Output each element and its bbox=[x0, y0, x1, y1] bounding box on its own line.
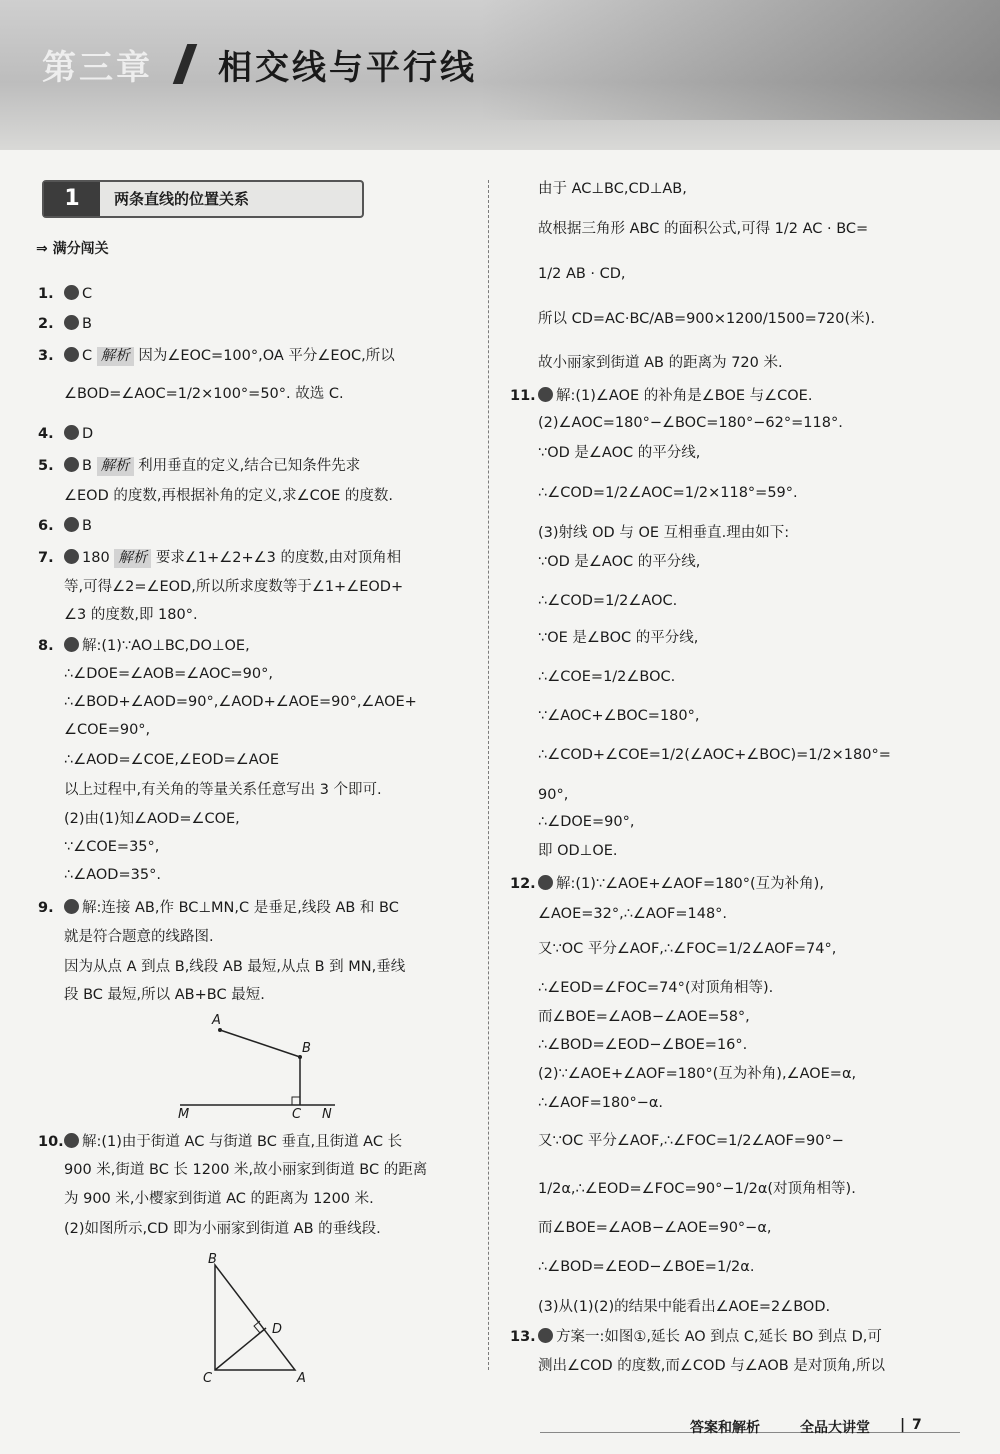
answer-line bbox=[64, 315, 92, 334]
chapter-label: 第三章 bbox=[42, 48, 153, 88]
answer-text: ∵OE 是∠BOC 的平分线, bbox=[538, 630, 699, 646]
answer-continuation bbox=[538, 905, 727, 924]
answer-text: ∴∠DOE=90°, bbox=[538, 814, 635, 830]
answer-line bbox=[538, 875, 824, 894]
answer-text: ∴∠BOD=∠EOD−∠BOE=1/2α. bbox=[538, 1259, 755, 1275]
answer-text: ∴∠EOD=∠FOC=74°(对顶角相等). bbox=[538, 980, 774, 996]
fig1-label-b: B bbox=[302, 1041, 311, 1056]
answer-text: ∵∠COE=35°, bbox=[64, 839, 160, 855]
footer-page-number: 7 bbox=[912, 1417, 922, 1433]
question-number: 9. bbox=[38, 900, 54, 916]
analysis-tag: 解析 bbox=[97, 347, 134, 366]
answer-text: ∵∠AOC+∠BOC=180°, bbox=[538, 708, 700, 724]
answer-continuation bbox=[64, 578, 403, 597]
question-number: 12. bbox=[510, 876, 536, 892]
question-number: 1. bbox=[38, 286, 54, 302]
answer-continuation bbox=[538, 1094, 663, 1113]
answer-continuation bbox=[538, 180, 687, 199]
answer-text: 90°, bbox=[538, 787, 569, 803]
answer-text: C bbox=[82, 348, 93, 364]
answer-continuation bbox=[64, 866, 161, 885]
column-divider bbox=[488, 180, 489, 1370]
answer-line bbox=[64, 425, 93, 444]
answer-continuation bbox=[64, 385, 344, 404]
answer-icon bbox=[64, 1133, 79, 1148]
analysis-tag: 解析 bbox=[114, 549, 151, 568]
answer-text: ∴∠COE=1/2∠BOC. bbox=[538, 669, 676, 685]
header-shade bbox=[480, 0, 1000, 120]
answer-line bbox=[64, 637, 250, 656]
answer-text: D bbox=[82, 426, 94, 442]
answer-continuation bbox=[538, 746, 891, 765]
question-number: 8. bbox=[38, 638, 54, 654]
answer-continuation bbox=[64, 1190, 374, 1209]
answer-text: ∴∠BOD+∠AOD=90°,∠AOD+∠AOE=90°,∠AOE+ bbox=[64, 694, 417, 710]
answer-text: ∴∠COD+∠COE=1/2(∠AOC+∠BOC)=1/2×180°= bbox=[538, 747, 891, 763]
point-a bbox=[218, 1028, 222, 1032]
answer-text: 解:连接 AB,作 BC⊥MN,C 是垂足,线段 AB 和 BC bbox=[82, 900, 399, 916]
answer-text: 段 BC 最短,所以 AB+BC 最短. bbox=[64, 987, 265, 1003]
answer-continuation bbox=[538, 310, 875, 329]
answer-continuation bbox=[538, 1065, 856, 1084]
answer-text: ∠AOE=32°,∴∠AOF=148°. bbox=[538, 906, 728, 922]
section-number: 1 bbox=[44, 182, 100, 216]
answer-text: B bbox=[82, 316, 92, 332]
answer-continuation bbox=[64, 838, 159, 857]
answer-text: ∠BOD=∠AOC=1/2×100°=50°. 故选 C. bbox=[64, 386, 344, 402]
answer-continuation bbox=[538, 842, 618, 861]
answer-text: 故小丽家到街道 AB 的距离为 720 米. bbox=[538, 355, 783, 371]
question-number: 7. bbox=[38, 550, 54, 566]
answer-icon bbox=[64, 315, 79, 330]
answer-text: 为 900 米,小樱家到街道 AC 的距离为 1200 米. bbox=[64, 1191, 374, 1207]
answer-text: 所以 CD=AC·BC/AB=900×1200/1500=720(米). bbox=[538, 311, 875, 327]
subsection-title: ⇒ 满分闯关 bbox=[36, 241, 109, 257]
answer-text: 就是符合题意的线路图. bbox=[64, 929, 214, 945]
answer-line bbox=[64, 285, 92, 304]
answer-continuation bbox=[538, 813, 634, 832]
question-number: 10. bbox=[38, 1134, 64, 1150]
answer-text: (2)如图所示,CD 即为小丽家到街道 AB 的垂线段. bbox=[64, 1221, 381, 1237]
answer-line bbox=[538, 1328, 882, 1347]
answer-text: 又∵OC 平分∠AOF,∴∠FOC=1/2∠AOF=74°, bbox=[538, 941, 837, 957]
chapter-slash bbox=[173, 44, 198, 84]
answer-line bbox=[64, 347, 395, 366]
answer-icon bbox=[64, 549, 79, 564]
answer-text: 又∵OC 平分∠AOF,∴∠FOC=1/2∠AOF=90°− bbox=[538, 1133, 844, 1149]
answer-continuation bbox=[538, 940, 836, 959]
answer-continuation bbox=[538, 1132, 844, 1151]
question-number: 5. bbox=[38, 458, 54, 474]
answer-continuation bbox=[64, 810, 240, 829]
answer-icon bbox=[538, 387, 553, 402]
answer-text: 而∠BOE=∠AOB−∠AOE=90°−α, bbox=[538, 1220, 772, 1236]
question-number: 4. bbox=[38, 426, 54, 442]
chapter-title: 相交线与平行线 bbox=[218, 48, 477, 88]
answer-text: (3)从(1)(2)的结果中能看出∠AOE=2∠BOD. bbox=[538, 1299, 831, 1315]
answer-text: 解:(1)∵∠AOE+∠AOF=180°(互为补角), bbox=[556, 876, 824, 892]
answer-text: ∴∠COD=1/2∠AOC=1/2×118°=59°. bbox=[538, 485, 798, 501]
analysis-text: 要求∠1+∠2+∠3 的度数,由对顶角相 bbox=[155, 550, 402, 566]
answer-continuation bbox=[64, 1161, 427, 1180]
analysis-text: 利用垂直的定义,结合已知条件先求 bbox=[138, 458, 361, 474]
answer-text: ∴∠AOD=∠COE,∠EOD=∠AOE bbox=[64, 752, 280, 768]
fig2-label-a: A bbox=[297, 1371, 306, 1386]
answer-continuation bbox=[538, 265, 626, 284]
answer-icon bbox=[64, 517, 79, 532]
question-number: 3. bbox=[38, 348, 54, 364]
answer-continuation bbox=[64, 928, 214, 947]
answer-continuation bbox=[64, 693, 417, 712]
footer-label: 答案和解析 bbox=[690, 1420, 760, 1436]
answer-continuation bbox=[538, 1219, 772, 1238]
answer-text: 方案一:如图①,延长 AO 到点 C,延长 BO 到点 D,可 bbox=[556, 1329, 882, 1345]
answer-text: 等,可得∠2=∠EOD,所以所求度数等于∠1+∠EOD+ bbox=[64, 579, 404, 595]
answer-text: 解:(1)∠AOE 的补角是∠BOE 与∠COE. bbox=[556, 388, 813, 404]
answer-line bbox=[64, 1133, 402, 1152]
answer-text: ∵OD 是∠AOC 的平分线, bbox=[538, 554, 701, 570]
answer-text: ∴∠AOD=35°. bbox=[64, 867, 161, 883]
answer-text: 解:(1)由于街道 AC 与街道 BC 垂直,且街道 AC 长 bbox=[82, 1134, 403, 1150]
answer-text: 解:(1)∵AO⊥BC,DO⊥OE, bbox=[82, 638, 250, 654]
answer-text: B bbox=[82, 458, 92, 474]
analysis-text: 因为∠EOC=100°,OA 平分∠EOC,所以 bbox=[138, 348, 395, 364]
triangle-abc bbox=[215, 1265, 295, 1370]
answer-icon bbox=[64, 285, 79, 300]
answer-text: C bbox=[82, 286, 93, 302]
question-number: 6. bbox=[38, 518, 54, 534]
answer-text: 180 bbox=[82, 550, 110, 566]
answer-text: (2)∠AOC=180°−∠BOC=180°−62°=118°. bbox=[538, 415, 843, 431]
answer-continuation bbox=[64, 606, 198, 625]
answer-text: ∴∠COD=1/2∠AOC. bbox=[538, 593, 678, 609]
answer-icon bbox=[64, 425, 79, 440]
fig1-label-m: M bbox=[178, 1107, 190, 1122]
answer-continuation bbox=[538, 444, 700, 463]
answer-text: 900 米,街道 BC 长 1200 米,故小丽家到街道 BC 的距离 bbox=[64, 1162, 428, 1178]
fig1-label-n: N bbox=[322, 1107, 332, 1122]
answer-continuation bbox=[64, 958, 405, 977]
answer-text: (3)射线 OD 与 OE 互相垂直.理由如下: bbox=[538, 525, 790, 541]
altitude-cd bbox=[215, 1328, 266, 1370]
answer-text: ∠COE=90°, bbox=[64, 722, 151, 738]
answer-text: ∵OD 是∠AOC 的平分线, bbox=[538, 445, 701, 461]
answer-continuation bbox=[538, 1008, 750, 1027]
answer-continuation bbox=[64, 781, 382, 800]
answer-icon bbox=[538, 1328, 553, 1343]
answer-icon bbox=[538, 875, 553, 890]
answer-line bbox=[64, 517, 92, 536]
footer-page-sep: | bbox=[900, 1417, 906, 1433]
answer-text: ∠EOD 的度数,再根据补角的定义,求∠COE 的度数. bbox=[64, 488, 393, 504]
section-tag bbox=[42, 180, 364, 218]
answer-continuation bbox=[64, 986, 265, 1005]
answer-continuation bbox=[538, 1180, 856, 1199]
question-number: 2. bbox=[38, 316, 54, 332]
answer-continuation bbox=[538, 979, 773, 998]
answer-text: ∴∠DOE=∠AOB=∠AOC=90°, bbox=[64, 666, 273, 682]
answer-continuation bbox=[538, 1258, 754, 1277]
answer-continuation bbox=[538, 629, 698, 648]
fig1-label-a: A bbox=[212, 1013, 221, 1028]
answer-icon bbox=[64, 347, 79, 362]
section-title: 两条直线的位置关系 bbox=[114, 190, 250, 208]
answer-text: B bbox=[82, 518, 92, 534]
answer-continuation bbox=[64, 665, 273, 684]
answer-text: ∴∠BOD=∠EOD−∠BOE=16°. bbox=[538, 1037, 748, 1053]
answer-continuation bbox=[64, 487, 393, 506]
answer-continuation bbox=[538, 553, 700, 572]
answer-continuation bbox=[538, 1357, 885, 1376]
answer-text: 1/2α,∴∠EOD=∠FOC=90°−1/2α(对顶角相等). bbox=[538, 1181, 856, 1197]
answer-text: 因为从点 A 到点 B,线段 AB 最短,从点 B 到 MN,垂线 bbox=[64, 959, 406, 975]
footer-book: 全品大讲堂 bbox=[800, 1420, 870, 1436]
answer-continuation bbox=[538, 414, 843, 433]
chapter-header bbox=[0, 0, 1000, 150]
question-number: 11. bbox=[510, 388, 536, 404]
fig2-label-c: C bbox=[203, 1371, 213, 1386]
segment-ab bbox=[220, 1030, 300, 1057]
answer-icon bbox=[64, 899, 79, 914]
answer-line bbox=[538, 387, 812, 406]
answer-text: 而∠BOE=∠AOB−∠AOE=58°, bbox=[538, 1009, 750, 1025]
answer-continuation bbox=[538, 1298, 830, 1317]
answer-line bbox=[64, 549, 401, 568]
answer-continuation bbox=[538, 668, 675, 687]
answer-text: 以上过程中,有关角的等量关系任意写出 3 个即可. bbox=[64, 782, 382, 798]
answer-text: ∠3 的度数,即 180°. bbox=[64, 607, 198, 623]
answer-continuation bbox=[538, 354, 783, 373]
answer-continuation bbox=[538, 484, 798, 503]
answer-text: 故根据三角形 ABC 的面积公式,可得 1/2 AC · BC= bbox=[538, 221, 869, 237]
answer-continuation bbox=[64, 1220, 381, 1239]
answer-icon bbox=[64, 637, 79, 652]
answer-line bbox=[64, 899, 399, 918]
answer-continuation bbox=[64, 751, 279, 770]
subsection-label: 满分闯关 bbox=[52, 241, 109, 257]
answer-continuation bbox=[538, 786, 568, 805]
answer-text: 即 OD⊥OE. bbox=[538, 843, 618, 859]
answer-line bbox=[64, 457, 360, 476]
fig2-label-b: B bbox=[208, 1252, 217, 1267]
answer-text: (2)由(1)知∠AOD=∠COE, bbox=[64, 811, 240, 827]
analysis-tag: 解析 bbox=[97, 457, 134, 476]
answer-continuation bbox=[538, 592, 677, 611]
fig1-label-c: C bbox=[292, 1107, 302, 1122]
answer-continuation bbox=[538, 707, 700, 726]
answer-continuation bbox=[538, 1036, 747, 1055]
question-number: 13. bbox=[510, 1329, 536, 1345]
answer-continuation bbox=[538, 220, 868, 239]
answer-text: 由于 AC⊥BC,CD⊥AB, bbox=[538, 181, 687, 197]
answer-text: 测出∠COD 的度数,而∠COD 与∠AOB 是对顶角,所以 bbox=[538, 1358, 885, 1374]
fig2-label-d: D bbox=[272, 1322, 283, 1337]
right-angle-mark bbox=[292, 1097, 300, 1105]
triangle-figure bbox=[200, 1255, 310, 1380]
answer-icon bbox=[64, 457, 79, 472]
answer-continuation bbox=[64, 721, 150, 740]
answer-text: ∴∠AOF=180°−α. bbox=[538, 1095, 664, 1111]
answer-text: 1/2 AB · CD, bbox=[538, 266, 626, 282]
answer-continuation bbox=[538, 524, 789, 543]
answer-text: (2)∵∠AOE+∠AOF=180°(互为补角),∠AOE=α, bbox=[538, 1066, 857, 1082]
